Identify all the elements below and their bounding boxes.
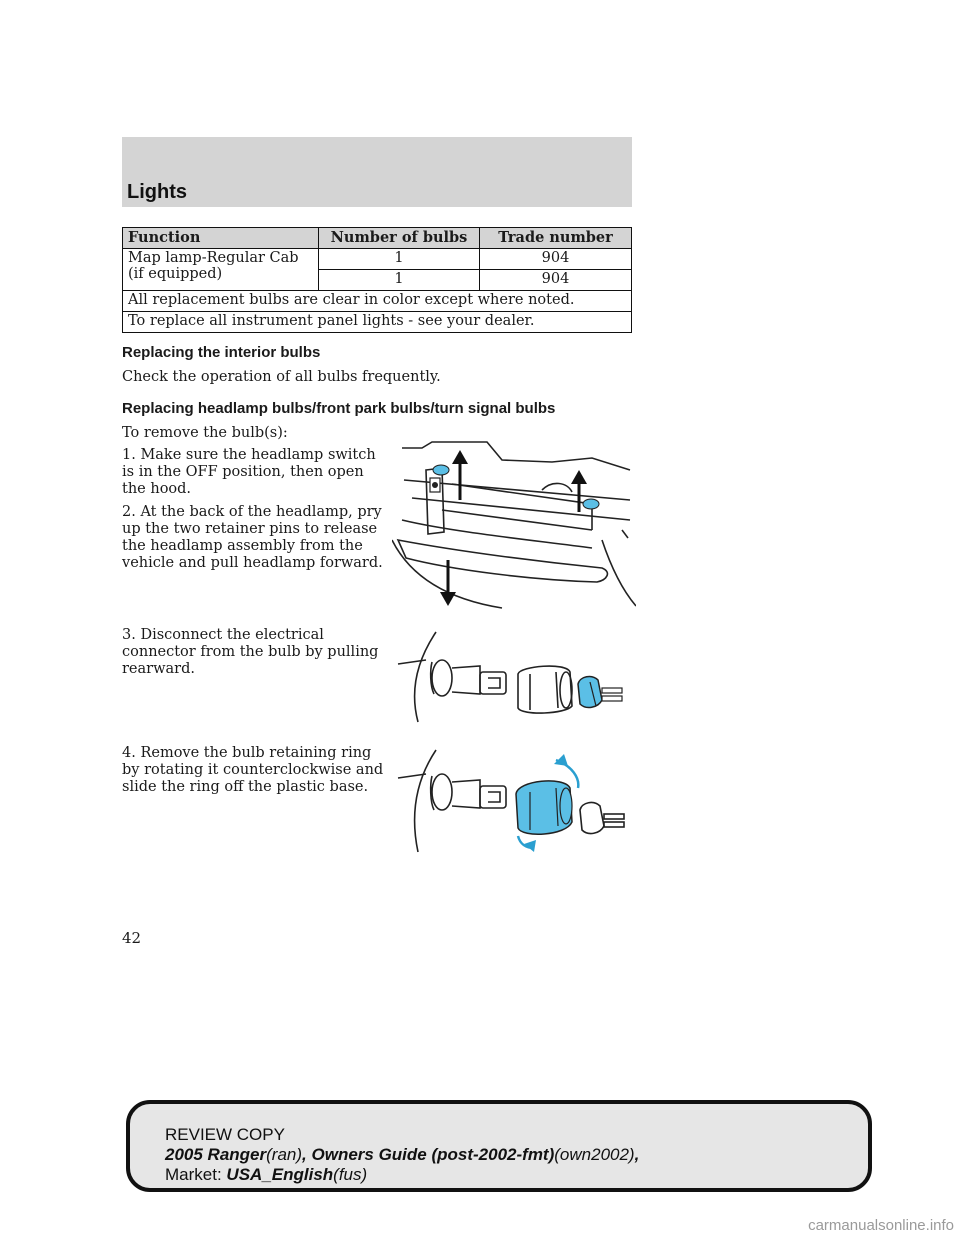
section-heading: Replacing the interior bulbs bbox=[122, 344, 321, 361]
step-text: 1. Make sure the headlamp switch is in the OFF position, then open the hood. bbox=[122, 447, 376, 497]
footer-market-code: (fus) bbox=[333, 1165, 368, 1184]
cell-function: Map lamp-Regular Cab (if equipped) bbox=[123, 249, 319, 291]
table-note-row bbox=[123, 312, 632, 333]
page-number: 42 bbox=[122, 929, 142, 947]
footer-model: 2005 Ranger bbox=[165, 1145, 267, 1164]
table-row bbox=[123, 249, 632, 270]
footer-guide-code: (own2002) bbox=[554, 1145, 635, 1164]
step-text: 2. At the back of the headlamp, pry up the two retainer pins to release the headlamp assembly from the vehicle and pull headlamp forward. bbox=[122, 504, 383, 571]
table-note: All replacement bulbs are clear in color except where noted. bbox=[123, 291, 632, 312]
footer-sep: , bbox=[634, 1145, 640, 1164]
cell-trade: 904 bbox=[480, 270, 632, 291]
footer-model-code: (ran) bbox=[266, 1145, 303, 1164]
footer-guide: Owners Guide (post-2002-fmt) bbox=[311, 1145, 555, 1164]
footer-market-label: Market: bbox=[165, 1165, 222, 1184]
footer-market: USA_English bbox=[226, 1165, 334, 1184]
table-note: To replace all instrument panel lights - see your dealer. bbox=[123, 312, 632, 333]
footer-market-line bbox=[165, 1165, 639, 1185]
cell-number: 1 bbox=[319, 249, 480, 270]
footer-model-line bbox=[165, 1145, 639, 1165]
col-function: Function bbox=[123, 228, 319, 249]
retaining-ring-illustration bbox=[396, 744, 636, 856]
paragraph: Check the operation of all bulbs frequently. bbox=[122, 369, 441, 385]
page-title: Lights bbox=[127, 181, 187, 203]
footer-sep: , bbox=[302, 1145, 307, 1164]
bulb-table bbox=[122, 227, 632, 333]
table-header-row bbox=[123, 228, 632, 249]
footer-review-copy: REVIEW COPY bbox=[165, 1125, 285, 1144]
header-band bbox=[122, 137, 632, 207]
col-trade: Trade number bbox=[480, 228, 632, 249]
paragraph: To remove the bulb(s): bbox=[122, 425, 288, 441]
col-number: Number of bulbs bbox=[319, 228, 480, 249]
footer-text bbox=[165, 1125, 639, 1185]
table-note-row bbox=[123, 291, 632, 312]
headlamp-removal-illustration bbox=[392, 440, 636, 612]
step-text: 4. Remove the bulb retaining ring by rotating it counterclockwise and slide the ring off the plastic base. bbox=[122, 745, 384, 795]
section-heading: Replacing headlamp bulbs/front park bulbs/turn signal bulbs bbox=[122, 400, 556, 417]
step-text: 3. Disconnect the electrical connector from the bulb by pulling rearward. bbox=[122, 627, 379, 677]
watermark: carmanualsonline.info bbox=[808, 1217, 954, 1234]
connector-disconnect-illustration bbox=[396, 622, 636, 726]
cell-number: 1 bbox=[319, 270, 480, 291]
cell-trade: 904 bbox=[480, 249, 632, 270]
